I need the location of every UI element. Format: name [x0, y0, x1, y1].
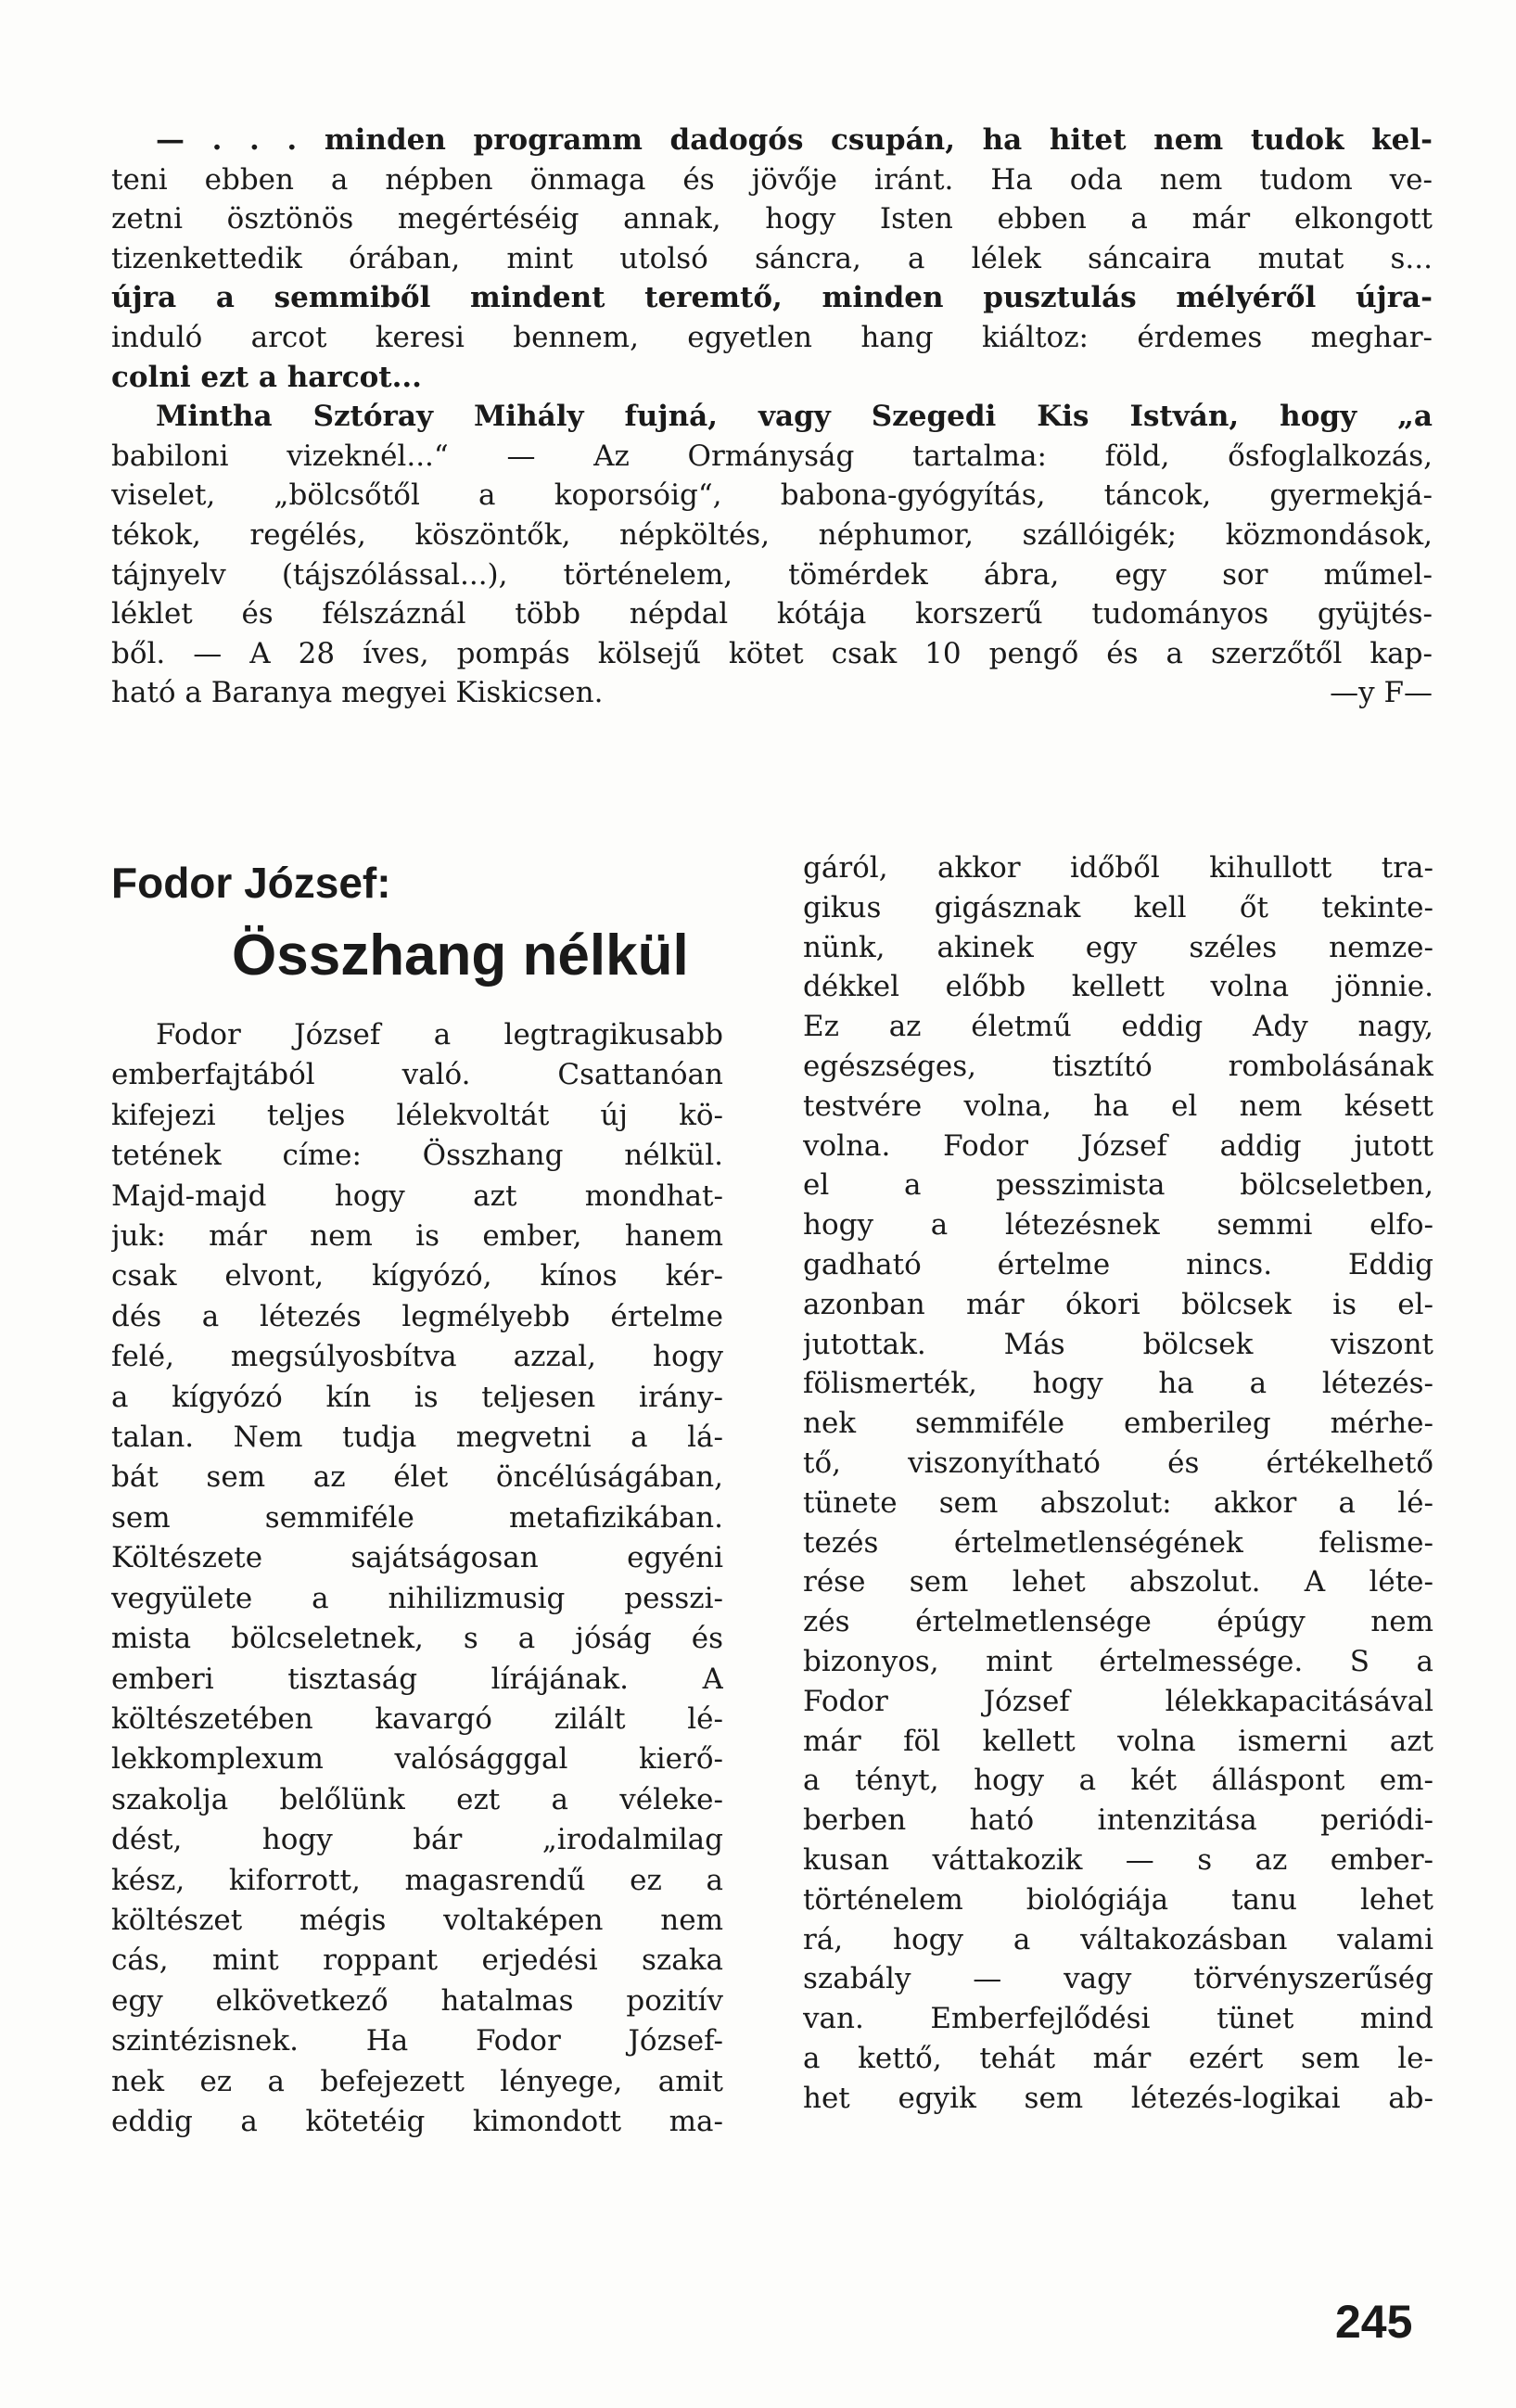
- text-line: szakolja belőlünk ezt a véleke-: [111, 1782, 723, 1816]
- text-line: a kígyózó kín is teljesen irány-: [111, 1380, 723, 1414]
- text-line: hogy a létezésnek semmi elfo-: [803, 1208, 1433, 1242]
- text-line: Fodor József lélekkapacitásával: [803, 1684, 1433, 1718]
- text-line: zés értelmetlensége épúgy nem: [803, 1605, 1433, 1639]
- text-line: vegyülete a nihilizmusig pesszi-: [111, 1581, 723, 1615]
- article-column-right: [803, 848, 1433, 2119]
- text-line: kifejezi teljes lélekvoltát új kö-: [111, 1098, 723, 1132]
- text-line: Ez az életmű eddig Ady nagy,: [803, 1010, 1433, 1044]
- signature: —y F—: [1330, 676, 1433, 710]
- text-line: eddig a kötetéig kimondott ma-: [111, 2104, 723, 2138]
- text-line: dés a létezés legmélyebb értelme: [111, 1299, 723, 1333]
- text-line: emberfajtából való. Csattanóan: [111, 1058, 723, 1092]
- text-line: szintézisnek. Ha Fodor József-: [111, 2024, 723, 2058]
- text-line: tizenkettedik órában, mint utolsó sáncra, a lélek sáncaira mutat s...: [111, 241, 1433, 275]
- text-line: ható a Baranya megyei Kiskicsen.: [111, 676, 604, 710]
- text-line: nek semmiféle emberileg mérhe-: [803, 1407, 1433, 1441]
- text-line: colni ezt a harcot...: [111, 360, 422, 394]
- page-number: 245: [1335, 2296, 1413, 2348]
- article-author: Fodor József:: [111, 859, 391, 907]
- text-line: léklet és félszáznál több népdal kótája korszerű tudományos gyüjtés-: [111, 597, 1433, 631]
- text-line: viselet, „bölcsőtől a koporsóig“, babona-gyógyítás, táncok, gyermekjá-: [111, 478, 1433, 513]
- text-line: Költészete sajátságosan egyéni: [111, 1541, 723, 1575]
- text-line: Mintha Sztóray Mihály fujná, vagy Szegedi Kis István, hogy „a: [156, 400, 1433, 434]
- text-line: bizonyos, mint értelmessége. S a: [803, 1644, 1433, 1678]
- text-line: történelem biológiája tanu lehet: [803, 1882, 1433, 1917]
- text-line: volna. Fodor József addig jutott: [803, 1128, 1433, 1163]
- text-line: tékok, regélés, köszöntők, népköltés, néphumor, szállóigék; közmondások,: [111, 517, 1433, 552]
- text-line: el a pesszimista bölcseletben,: [803, 1168, 1433, 1203]
- text-line: tő, viszonyítható és értékelhető: [803, 1446, 1433, 1480]
- book-review-paragraph: [111, 121, 1433, 713]
- text-line: gikus gigásznak kell őt tekinte-: [803, 890, 1433, 924]
- text-line: gadható értelme nincs. Eddig: [803, 1247, 1433, 1281]
- text-line: testvére volna, ha el nem késett: [803, 1089, 1433, 1123]
- text-line: felé, megsúlyosbítva azzal, hogy: [111, 1340, 723, 1374]
- text-line: zetni ösztönös megértéséig annak, hogy Isten ebben a már elkongott: [111, 202, 1433, 236]
- text-line: már föl kellett volna ismerni azt: [803, 1724, 1433, 1758]
- text-line: van. Emberfejlődési tünet mind: [803, 2002, 1433, 2036]
- text-line: költészet mégis voltaképen nem: [111, 1903, 723, 1937]
- text-line: a tényt, hogy a két álláspont em-: [803, 1764, 1433, 1798]
- text-line: költészetében kavargó zilált lé-: [111, 1701, 723, 1736]
- text-line: egy elkövetkező hatalmas pozitív: [111, 1983, 723, 2018]
- text-line: ből. — A 28 íves, pompás kölsejű kötet csak 10 pengő és a szerzőtől kap-: [111, 636, 1433, 670]
- text-line: kusan váttakozik — s az ember-: [803, 1842, 1433, 1877]
- text-line: szabály — vagy törvényszerűség: [803, 1962, 1433, 1996]
- text-line: het egyik sem létezés-logikai ab-: [803, 2081, 1433, 2115]
- text-line: emberi tisztaság lírájának. A: [111, 1662, 723, 1696]
- text-line: nek ez a befejezett lényege, amit: [111, 2064, 723, 2098]
- text-line: talan. Nem tudja megvetni a lá-: [111, 1421, 723, 1455]
- text-line: cás, mint roppant erjedési szaka: [111, 1943, 723, 1978]
- text-line: berben ható intenzitása periódi-: [803, 1803, 1433, 1838]
- text-line: nünk, akinek egy széles nemze-: [803, 930, 1433, 964]
- article-title: Összhang nélkül: [232, 924, 689, 987]
- text-line: mista bölcseletnek, s a jóság és: [111, 1622, 723, 1656]
- text-line: azonban már ókori bölcsek is el-: [803, 1287, 1433, 1321]
- article-column-left: [111, 1015, 723, 2142]
- text-line: juk: már nem is ember, hanem: [111, 1219, 723, 1254]
- text-line: dést, hogy bár „irodalmilag: [111, 1823, 723, 1857]
- text-line: Fodor József a legtragikusabb: [156, 1018, 723, 1051]
- text-line: a kettő, tehát már ezért sem le-: [803, 2041, 1433, 2075]
- text-line: gáról, akkor időből kihullott tra-: [803, 851, 1433, 885]
- text-line: — . . . minden programm dadogós csupán, ha hitet nem tudok kel-: [156, 123, 1433, 157]
- text-line: tájnyelv (tájszólással...), történelem, tömérdek ábra, egy sor műmel-: [111, 557, 1433, 592]
- text-line: sem semmiféle metafizikában.: [111, 1500, 723, 1535]
- text-line: teni ebben a népben önmaga és jövője iránt. Ha oda nem tudom ve-: [111, 162, 1433, 197]
- text-line: fölismerték, hogy ha a létezés-: [803, 1367, 1433, 1401]
- text-line: kész, kiforrott, magasrendű ez a: [111, 1863, 723, 1897]
- text-line: induló arcot keresi bennem, egyetlen hang kiáltoz: érdemes meghar-: [111, 320, 1433, 354]
- text-line: babiloni vizeknél...“ — Az Ormányság tartalma: föld, ősfoglalkozás,: [111, 439, 1433, 473]
- text-line: lekkomplexum valóságggal kierő-: [111, 1742, 723, 1777]
- text-line: Majd-majd hogy azt mondhat-: [111, 1179, 723, 1213]
- text-line: dékkel előbb kellett volna jönnie.: [803, 970, 1433, 1004]
- text-line: rá, hogy a váltakozásban valami: [803, 1922, 1433, 1956]
- text-line: egészséges, tisztító rombolásának: [803, 1049, 1433, 1083]
- text-line: tezés értelmetlenségének felisme-: [803, 1525, 1433, 1560]
- text-line: bát sem az élet öncélúságában,: [111, 1460, 723, 1495]
- text-line: rése sem lehet abszolut. A léte-: [803, 1565, 1433, 1599]
- text-line: csak elvont, kígyózó, kínos kér-: [111, 1259, 723, 1293]
- text-line: tünete sem abszolut: akkor a lé-: [803, 1485, 1433, 1520]
- text-line: újra a semmiből mindent teremtő, minden pusztulás mélyéről újra-: [111, 281, 1433, 315]
- text-line: jutottak. Más bölcsek viszont: [803, 1327, 1433, 1361]
- text-line: tetének címe: Összhang nélkül.: [111, 1139, 723, 1173]
